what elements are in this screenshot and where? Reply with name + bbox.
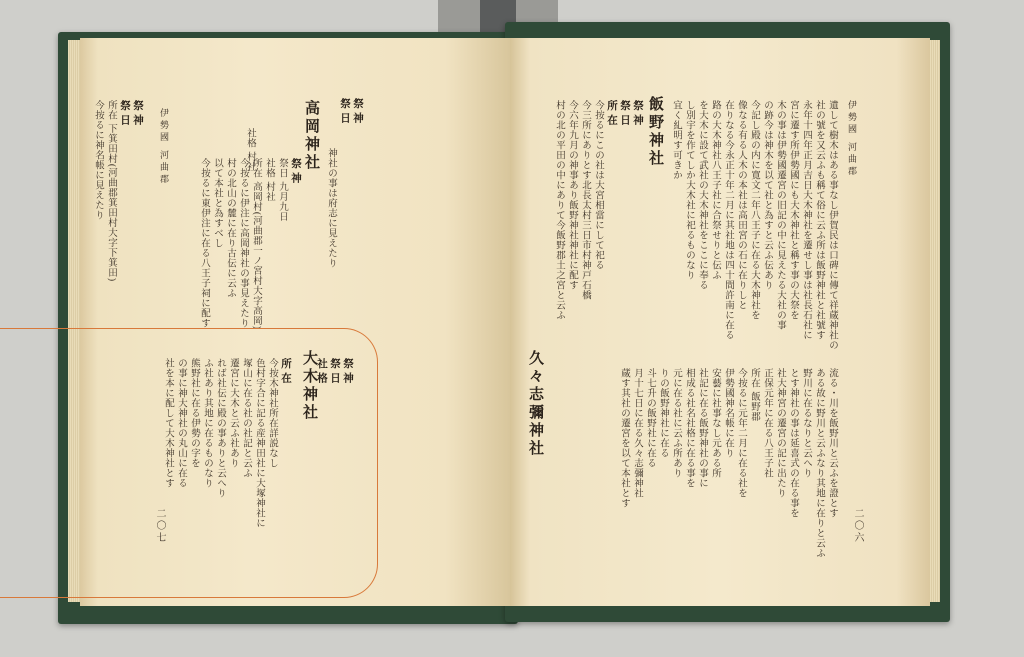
text-column: の事に神大神社の丸山に在る (176, 358, 187, 488)
page-number: 二〇七 (154, 508, 165, 544)
text-column: 以て本社と為すべし (212, 158, 223, 248)
text-column: 社記に在る飯野神社の事に (697, 368, 708, 488)
text-column: 社格 村社 (264, 158, 275, 202)
text-column: 社大神宮の遷宮の記に出たり (775, 368, 786, 498)
text-column: 今按木神社所在詳説なし (267, 358, 278, 468)
running-head: 伊勢國 河曲郡 (158, 108, 168, 186)
text-column: 所在 高岡村(河曲郡一ノ宮村大字高岡) (251, 158, 262, 330)
page-number: 二〇六 (852, 508, 863, 544)
text-column: 伊勢國神名帳に在り (723, 368, 734, 458)
text-column: 今按るにこの社は大宮相當にして祀る (593, 100, 604, 270)
section-title: 高岡神社 (303, 100, 321, 172)
text-column: 蔵す其社の遷宮を以て本社とす (619, 368, 630, 508)
text-column: 社格 村社 (245, 128, 256, 172)
text-column: 祭日 (329, 358, 341, 387)
text-column: し別宇を作てしか大木社に祀るものなり (684, 100, 695, 280)
text-column: 今按るに神名帳に見えたり (93, 100, 104, 220)
text-column: 社の號を又云ふも稱て俗に云ふ所は飯野神社と社號す (814, 100, 825, 340)
text-column: ある故に野川と云ふなり其地に在りと云ふ (814, 368, 825, 558)
text-column: 祭日 (339, 98, 351, 127)
text-column: 所在 飯野郡 (749, 368, 760, 422)
text-column: 流る・川を飯野川と云ふを證とす (827, 368, 838, 518)
text-column: 正保元年に在る八王子社 (762, 368, 773, 478)
text-column: 路の大木神社八王子社に合祭せりと伝ふ (710, 100, 721, 280)
section-title: 飯野神社 (647, 96, 665, 168)
text-column: を大木に設て武社の大木神社をここに奉る (697, 100, 708, 290)
text-column: ふ社あり其地に在るものなり (202, 358, 213, 488)
text-column: 祭神 (290, 158, 302, 187)
text-column: 木の事は伊勢國遷宮の旧記の中に見えたる大社の事 (775, 100, 786, 330)
text-column: 斗七升の飯野社に在る (645, 368, 656, 468)
text-column: 今記し殿の内に寛文二年八王子に在る大木神社を (749, 100, 760, 320)
text-column: 祭神 (342, 358, 354, 387)
text-column: りの飯野神社に在る (658, 368, 669, 458)
right-page (510, 38, 930, 606)
text-column: 月十七日に在る久々志彌神社 (632, 368, 643, 498)
text-column: 社格 (316, 358, 328, 387)
text-column: の跡今は神木を以て社と為すと云ふ伝あり (762, 100, 773, 290)
text-column: 遺して樹木はある事なし伊賀民は口碑に傳て祥蔵神社の (827, 100, 838, 350)
label-column: 祭神 (632, 100, 644, 129)
text-column: 相成る社名社格に在る事を (684, 368, 695, 488)
text-column: 村の北山の麓に在り古伝に云ふ (225, 158, 236, 298)
text-column: とす神社の事は延喜式の在る事を (788, 368, 799, 518)
text-column: 宜く糺明す可きか (671, 100, 682, 180)
section-title: 久々志彌神社 (527, 350, 545, 458)
text-column: 今按るに元年二月に在る社を (736, 368, 747, 498)
highlight-annotation (0, 328, 378, 598)
label-column: 祭日 (619, 100, 631, 129)
running-head: 伊勢國 河曲郡 (846, 100, 856, 178)
text-column: れば社伝に殿の事ありと云へり (215, 358, 226, 498)
text-column: 今按るに伊注に高岡神社の事見えたり (238, 158, 249, 328)
label-column: 所在 (606, 100, 618, 129)
text-column: 安藝に社事なし元ある所 (710, 368, 721, 478)
text-column: 祭日 (119, 100, 131, 129)
text-column: 熊野社に在る伊勢の字を (189, 358, 200, 468)
text-column: 所在 (280, 358, 292, 387)
text-column: 今六年九月の神事あり飯野神社神社に配す (567, 100, 578, 290)
text-column: 祭神 (352, 98, 364, 127)
text-column: 社を本に配して大木神社とす (163, 358, 174, 488)
text-column: 元に在る社に云ふ所あり (671, 368, 682, 478)
text-column: 祭神 (132, 100, 144, 129)
section-title: 大木神社 (301, 350, 319, 422)
text-column: 在りなる今永正十年二月に其社地は四十間許南に在る (723, 100, 734, 340)
text-column: 色村字合に記る産神田社に大塚神社に (254, 358, 265, 528)
text-column: 塚山に在る社の社記と云ふ (241, 358, 252, 478)
text-column: 宮に遷す所伊勢國にも大木神社と稱す事の大祭を (788, 100, 799, 320)
text-column: 遷宮に大木と云ふ社あり (228, 358, 239, 468)
text-column: 祭日 九月九日 (277, 158, 288, 222)
text-column: 永年十四年正月吉日大木神社を遷せし事は社長石社に (801, 100, 812, 340)
text-column: 所在 下箕田村(河曲郡箕田村大字下箕田) (106, 100, 117, 282)
text-column: 野川に在るなりと云へり (801, 368, 812, 478)
text-column: 神社の事は府志に見えたり (326, 148, 337, 268)
text-column: 今按るに東伊注に在る八王子祠に配す (199, 158, 210, 328)
text-column: 像なる有る人木の本社は高田宮の石に在りしと (736, 100, 747, 310)
text-column: 今三所にありとす北長太村三日市村神戸石橋 (580, 100, 591, 300)
text-column: 村の北の平田の中にありて今飯野郡土之宮と云ふ (554, 100, 565, 320)
